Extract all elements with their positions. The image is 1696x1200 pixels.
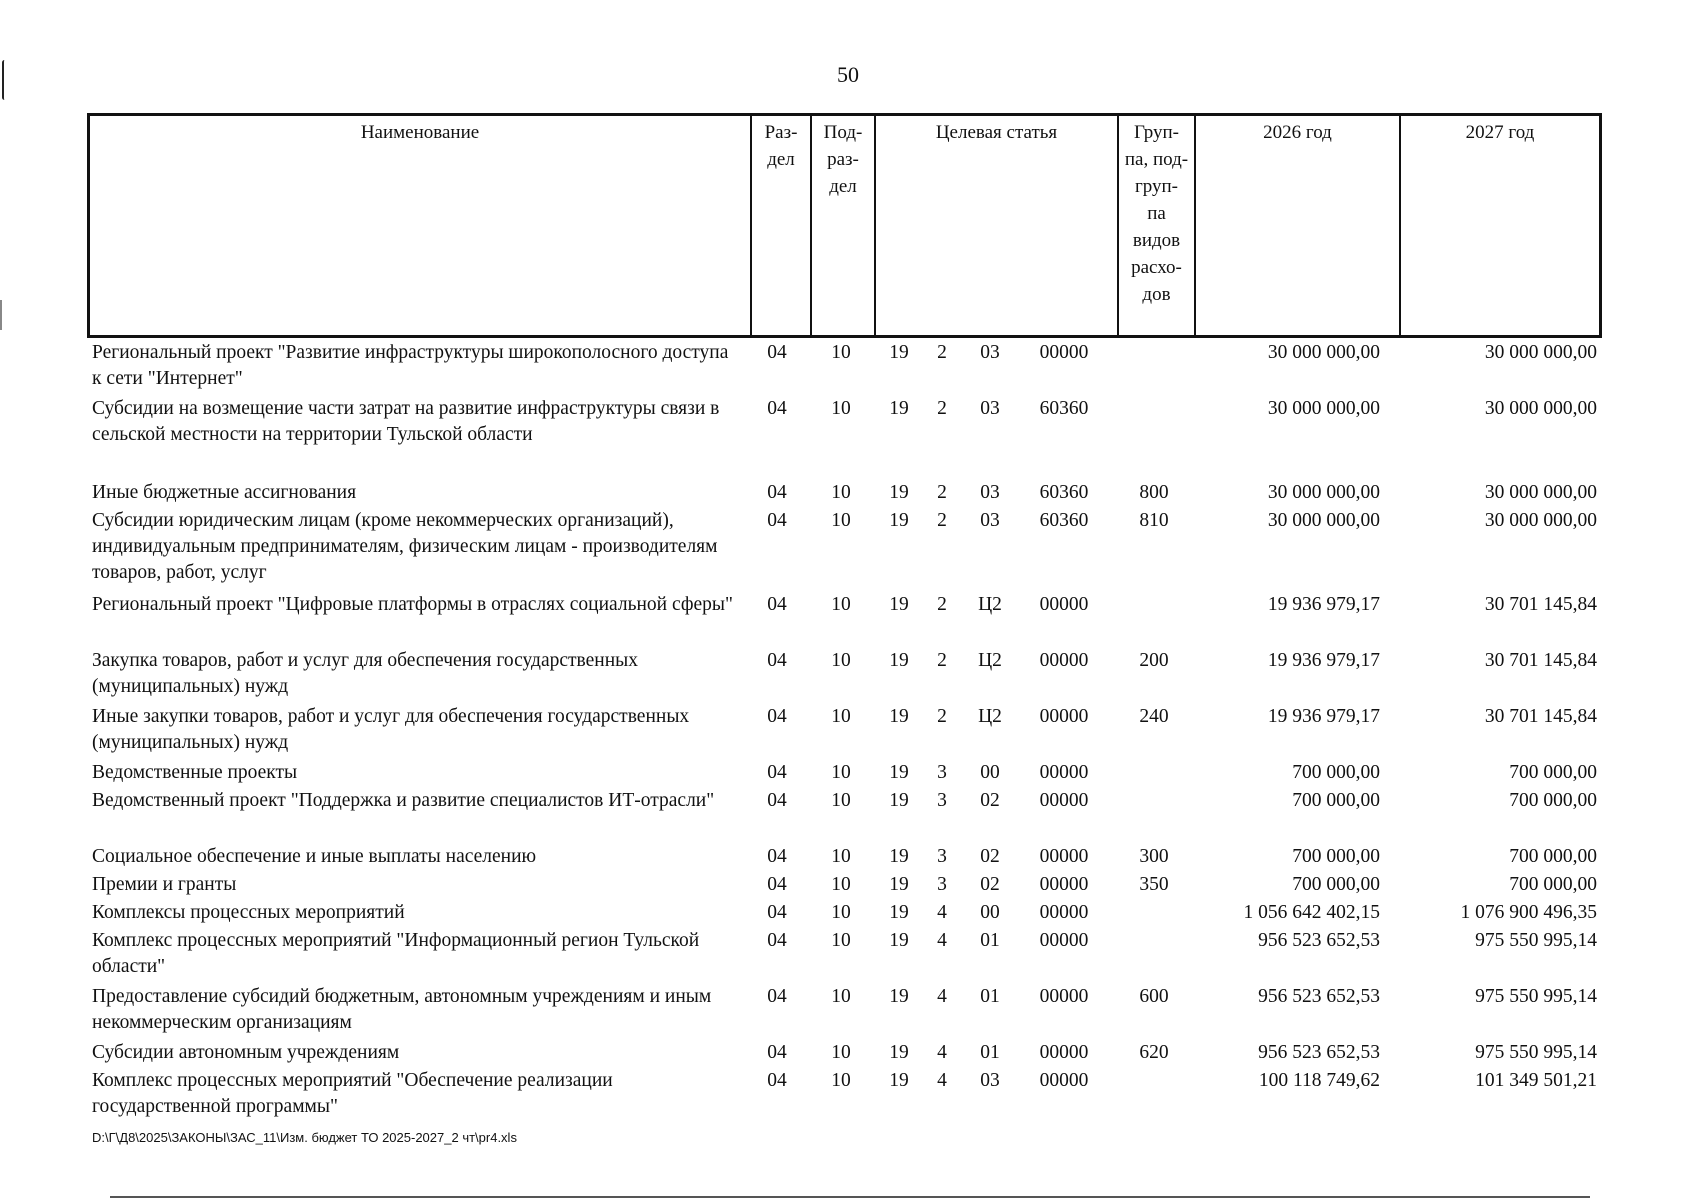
row-target-direction: 00000 [1039,930,1089,951]
row-target-type: 3 [937,874,947,895]
row-expense-group: 350 [1139,874,1169,895]
row-target-type: 3 [937,846,947,867]
row-razdel: 04 [767,846,787,867]
row-name: Премии и гранты [92,874,237,895]
header-razdel [752,116,812,335]
row-target-program: 19 [889,706,909,727]
row-expense-group: 300 [1139,846,1169,867]
row-target-direction: 00000 [1039,762,1089,783]
row-amount-2026: 956 523 652,53 [1258,986,1380,1007]
row-razdel: 04 [767,790,787,811]
row-target-type: 2 [937,342,947,363]
row-amount-2027: 30 000 000,00 [1484,398,1597,419]
row-razdel: 04 [767,1070,787,1091]
row-target-type: 3 [937,790,947,811]
row-target-project: 01 [980,930,1000,951]
row-target-project: 00 [980,902,1000,923]
row-target-program: 19 [889,650,909,671]
row-razdel: 04 [767,398,787,419]
row-amount-2026: 30 000 000,00 [1267,482,1380,503]
row-amount-2027: 1 076 900 496,35 [1460,902,1597,923]
row-target-program: 19 [889,874,909,895]
row-amount-2026: 30 000 000,00 [1267,398,1380,419]
row-target-direction: 60360 [1039,510,1089,531]
row-name: Субсидии юридическим лицам (кроме некоммерческих организаций), индивидуальным предпринимателям, физическим лицам - производителям товаров, работ, услуг [92,510,718,583]
row-razdel: 04 [767,510,787,531]
row-razdel: 04 [767,706,787,727]
header-line: видов [1132,230,1181,251]
row-target-project: 01 [980,1042,1000,1063]
row-amount-2027: 30 701 145,84 [1484,706,1597,727]
row-podrazdel: 10 [831,846,851,867]
row-razdel: 04 [767,594,787,615]
header-podrazdel [812,116,876,335]
row-expense-group: 600 [1139,986,1169,1007]
row-target-project: Ц2 [978,650,1002,671]
row-name: Предоставление субсидий бюджетным, автономным учреждениям и иным некоммерческим организациям [92,986,712,1033]
row-razdel: 04 [767,930,787,951]
row-target-program: 19 [889,762,909,783]
row-target-project: 03 [980,482,1000,503]
row-target-type: 2 [937,650,947,671]
row-amount-2026: 700 000,00 [1292,846,1380,867]
row-amount-2026: 30 000 000,00 [1267,510,1380,531]
header-line: Целевая статья [935,122,1058,143]
row-target-program: 19 [889,342,909,363]
margin-mark [0,300,2,330]
row-target-project: 02 [980,846,1000,867]
row-target-type: 4 [937,986,947,1007]
row-target-program: 19 [889,790,909,811]
row-target-program: 19 [889,930,909,951]
row-name: Комплекс процессных мероприятий "Информационный регион Тульской области" [92,930,700,977]
row-name: Региональный проект "Развитие инфраструктуры широкополосного доступа к сети "Интернет" [92,342,729,389]
row-amount-2027: 30 701 145,84 [1484,650,1597,671]
row-razdel: 04 [767,342,787,363]
row-expense-group: 620 [1139,1042,1169,1063]
row-amount-2026: 700 000,00 [1292,790,1380,811]
header-target [876,116,1119,335]
header-group [1119,116,1196,335]
row-podrazdel: 10 [831,1042,851,1063]
row-target-type: 2 [937,706,947,727]
header-line: Наименование [360,122,480,143]
row-target-program: 19 [889,510,909,531]
row-podrazdel: 10 [831,594,851,615]
row-target-project: 03 [980,398,1000,419]
row-amount-2026: 700 000,00 [1292,874,1380,895]
row-podrazdel: 10 [831,510,851,531]
row-name: Субсидии на возмещение части затрат на развитие инфраструктуры связи в сельской местности на территории Тульской области [92,398,720,445]
header-line: 2026 год [1263,122,1332,143]
row-target-program: 19 [889,902,909,923]
row-podrazdel: 10 [831,790,851,811]
page-number: 50 [837,62,859,87]
row-target-type: 3 [937,762,947,783]
row-target-project: 03 [980,342,1000,363]
header-line: 2027 год [1465,122,1535,143]
row-expense-group: 200 [1139,650,1169,671]
row-amount-2027: 975 550 995,14 [1475,930,1597,951]
row-podrazdel: 10 [831,482,851,503]
row-name: Социальное обеспечение и иные выплаты населению [92,846,537,867]
row-amount-2027: 700 000,00 [1509,762,1597,783]
row-razdel: 04 [767,650,787,671]
row-target-type: 2 [937,510,947,531]
row-target-type: 4 [937,1070,947,1091]
row-target-direction: 00000 [1039,342,1089,363]
row-target-project: Ц2 [978,706,1002,727]
row-amount-2026: 956 523 652,53 [1258,930,1380,951]
row-target-program: 19 [889,1042,909,1063]
row-expense-group: 810 [1139,510,1169,531]
row-razdel: 04 [767,482,787,503]
row-expense-group: 240 [1139,706,1169,727]
row-amount-2026: 19 936 979,17 [1267,594,1380,615]
header-line: раз- [827,149,859,170]
row-target-direction: 00000 [1039,846,1089,867]
row-name: Субсидии автономным учреждениям [92,1042,400,1063]
row-target-direction: 60360 [1039,398,1089,419]
row-amount-2026: 1 056 642 402,15 [1243,902,1380,923]
row-target-program: 19 [889,986,909,1007]
row-amount-2026: 956 523 652,53 [1258,1042,1380,1063]
row-target-direction: 60360 [1039,482,1089,503]
row-amount-2027: 700 000,00 [1509,846,1597,867]
table-header [87,113,1602,338]
row-razdel: 04 [767,1042,787,1063]
row-target-project: 03 [980,510,1000,531]
header-name [90,116,752,335]
row-target-program: 19 [889,398,909,419]
header-line: па, под- [1124,149,1189,170]
header-2027 [1401,116,1599,335]
row-amount-2027: 975 550 995,14 [1475,1042,1597,1063]
row-podrazdel: 10 [831,762,851,783]
row-target-program: 19 [889,846,909,867]
row-target-project: 02 [980,874,1000,895]
row-razdel: 04 [767,986,787,1007]
row-amount-2027: 101 349 501,21 [1475,1070,1597,1091]
header-line: дел [767,149,795,170]
row-target-type: 2 [937,482,947,503]
row-name: Ведомственный проект "Поддержка и развитие специалистов ИТ-отрасли" [92,790,715,811]
row-podrazdel: 10 [831,650,851,671]
row-name: Иные закупки товаров, работ и услуг для обеспечения государственных (муниципальных) нужд [92,706,690,753]
row-target-project: Ц2 [978,594,1002,615]
row-podrazdel: 10 [831,930,851,951]
row-podrazdel: 10 [831,874,851,895]
row-podrazdel: 10 [831,398,851,419]
row-razdel: 04 [767,902,787,923]
bottom-divider [110,1196,1590,1198]
header-line: дов [1142,284,1171,305]
row-name: Комплексы процессных мероприятий [92,902,405,923]
row-name: Иные бюджетные ассигнования [92,482,357,503]
row-target-type: 4 [937,902,947,923]
row-target-program: 19 [889,594,909,615]
row-target-direction: 00000 [1039,650,1089,671]
row-amount-2027: 30 000 000,00 [1484,482,1597,503]
row-amount-2027: 700 000,00 [1509,790,1597,811]
row-target-direction: 00000 [1039,790,1089,811]
row-razdel: 04 [767,874,787,895]
row-target-direction: 00000 [1039,1042,1089,1063]
row-name: Комплекс процессных мероприятий "Обеспечение реализации государственной программы" [92,1070,613,1117]
header-line: Груп- [1133,122,1180,143]
row-target-direction: 00000 [1039,874,1089,895]
row-podrazdel: 10 [831,706,851,727]
row-name: Ведомственные проекты [92,762,298,783]
row-podrazdel: 10 [831,1070,851,1091]
row-expense-group: 800 [1139,482,1169,503]
row-target-project: 02 [980,790,1000,811]
row-podrazdel: 10 [831,986,851,1007]
row-amount-2027: 975 550 995,14 [1475,986,1597,1007]
row-podrazdel: 10 [831,902,851,923]
header-line: дел [829,176,857,197]
header-line: груп- [1134,176,1179,197]
row-name: Региональный проект "Цифровые платформы в отраслях социальной сферы" [92,594,733,615]
row-target-project: 03 [980,1070,1000,1091]
row-amount-2027: 30 000 000,00 [1484,342,1597,363]
row-razdel: 04 [767,762,787,783]
row-amount-2026: 100 118 749,62 [1258,1070,1380,1091]
row-amount-2027: 30 701 145,84 [1484,594,1597,615]
row-amount-2026: 19 936 979,17 [1267,650,1380,671]
row-amount-2026: 19 936 979,17 [1267,706,1380,727]
header-line: Под- [823,122,863,143]
row-target-direction: 00000 [1039,902,1089,923]
row-amount-2027: 700 000,00 [1509,874,1597,895]
header-line: Раз- [764,122,798,143]
row-target-direction: 00000 [1039,594,1089,615]
row-target-type: 2 [937,398,947,419]
row-target-direction: 00000 [1039,1070,1089,1091]
file-path: D:\Г\Д8\2025\ЗАКОНЫ\ЗАС_11\Изм. бюджет ТО 2025-2027_2 чт\pr4.xls [92,1130,517,1145]
row-target-direction: 00000 [1039,986,1089,1007]
header-2026 [1196,116,1401,335]
row-target-project: 00 [980,762,1000,783]
row-target-type: 2 [937,594,947,615]
row-target-direction: 00000 [1039,706,1089,727]
row-target-project: 01 [980,986,1000,1007]
row-amount-2026: 700 000,00 [1292,762,1380,783]
row-podrazdel: 10 [831,342,851,363]
row-target-type: 4 [937,930,947,951]
row-target-type: 4 [937,1042,947,1063]
row-target-program: 19 [889,1070,909,1091]
header-line: расхо- [1131,257,1182,278]
row-name: Закупка товаров, работ и услуг для обеспечения государственных (муниципальных) нужд [92,650,639,697]
row-amount-2026: 30 000 000,00 [1267,342,1380,363]
row-amount-2027: 30 000 000,00 [1484,510,1597,531]
row-target-program: 19 [889,482,909,503]
header-line: па [1147,203,1166,224]
